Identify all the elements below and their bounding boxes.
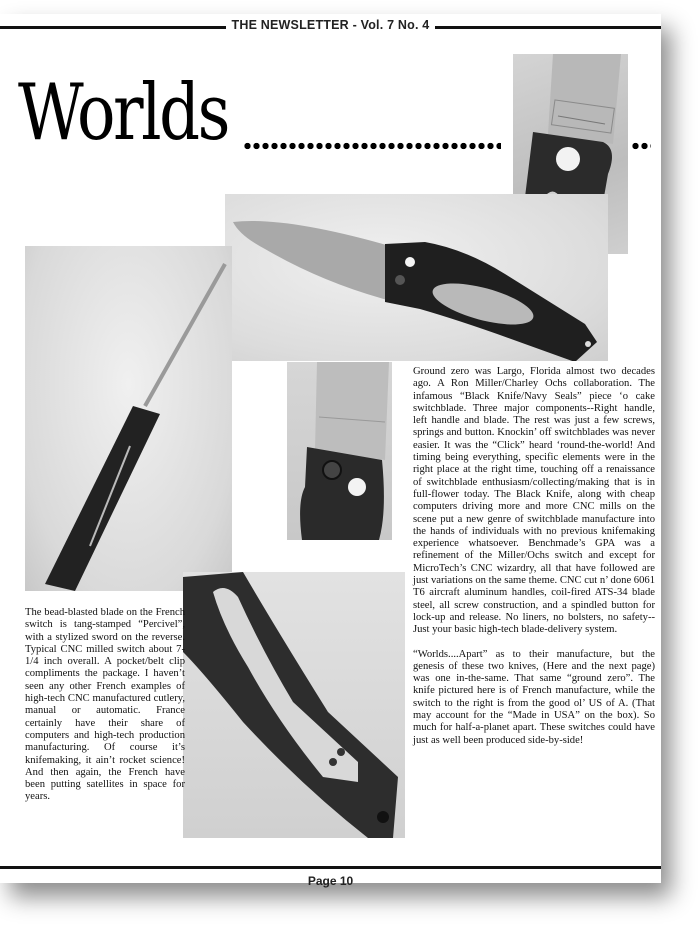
page-number: Page 10: [307, 874, 354, 888]
right-text-column: [413, 366, 655, 759]
photo-clip: [183, 572, 405, 838]
article-headline: Worlds: [18, 68, 228, 158]
newsletter-title: THE NEWSLETTER - Vol. 7 No. 4: [226, 18, 436, 32]
left-caption-column: [25, 607, 185, 816]
photo-knife-side: [25, 246, 232, 591]
newsletter-page: [0, 14, 661, 888]
pocket-clip-closeup-icon: [183, 572, 405, 838]
newsletter-header: [0, 18, 661, 32]
photo-knife-open: [225, 194, 608, 361]
photo-blade-tang: [287, 362, 392, 540]
body-paragraph-1: Ground zero was Largo, Florida almost two decades ago. A Ron Miller/Charley Ochs collaboration. The infamous “Black Knife/Navy Seals” piece ‘o cake switchblade. Three major components--Right handle, left handle and blade. The rest was just a few screws, springs and button. Knockin’ off switchblades was never easier. It was the “Click” heard ‘round-the-world! And timing being everything, specific elements were in the right place at the right time, touching off a renaissance of switchblade enthusiasm/collecting/making that is in full-flower today. The Black Knife, along with cheap computers driving more and more CNC mills on the scene put a new genre of switchblade manufacture into the hands of individuals with no previous knifemaking experience whatsoever. Benchmade’s GPA was a refinement of the Miller/Ochs switch and except for MicroTech’s CNC wizardry, all that have followed are just variations on the same theme. CNC cut n’ done 6061 T6 aircraft aluminum handles, coil-fired ATS-34 blade steel, all screw construction, and a spindled button for lock-up and release. No liners, no bolsters, no safety--Just your basic high-tech blade-delivery system.: [413, 366, 655, 636]
body-paragraph-2: “Worlds....Apart” as to their manufacture, but the genesis of these two knives, (Here and the next page) was one in-the-same. That same “ground zero”. The knife pictured here is of French manufacture, while the switch to the right is from the good ol’ US of A. (That may account for the “Made in USA” on the box). So much for half-a-planet apart. These switches could have just as well been produced side-by-side!: [413, 648, 655, 746]
headline-dot-leader-end: [631, 141, 651, 151]
caption-text: The bead-blasted blade on the French switch is tang-stamped “Percivel”, with a stylized sword on the reverse. Typical CNC milled switch about 7-1/4 inch overall. A pocket/belt clip compliments the package. I haven’t seen any other French examples of high-tech CNC manufactured cutlery, manual or automatic. France certainly have their share of computers and high-tech production manufacturing. Of course it’s knifemaking, it ain’t rocket science! And then again, the French have been putting satellites in space for years.: [25, 607, 185, 803]
headline-dot-leader: [243, 141, 501, 151]
open-switchblade-icon: [225, 194, 608, 361]
blade-tang-closeup-icon: [287, 362, 392, 540]
knife-edge-view-icon: [25, 246, 232, 591]
footer-rule: [0, 866, 661, 869]
